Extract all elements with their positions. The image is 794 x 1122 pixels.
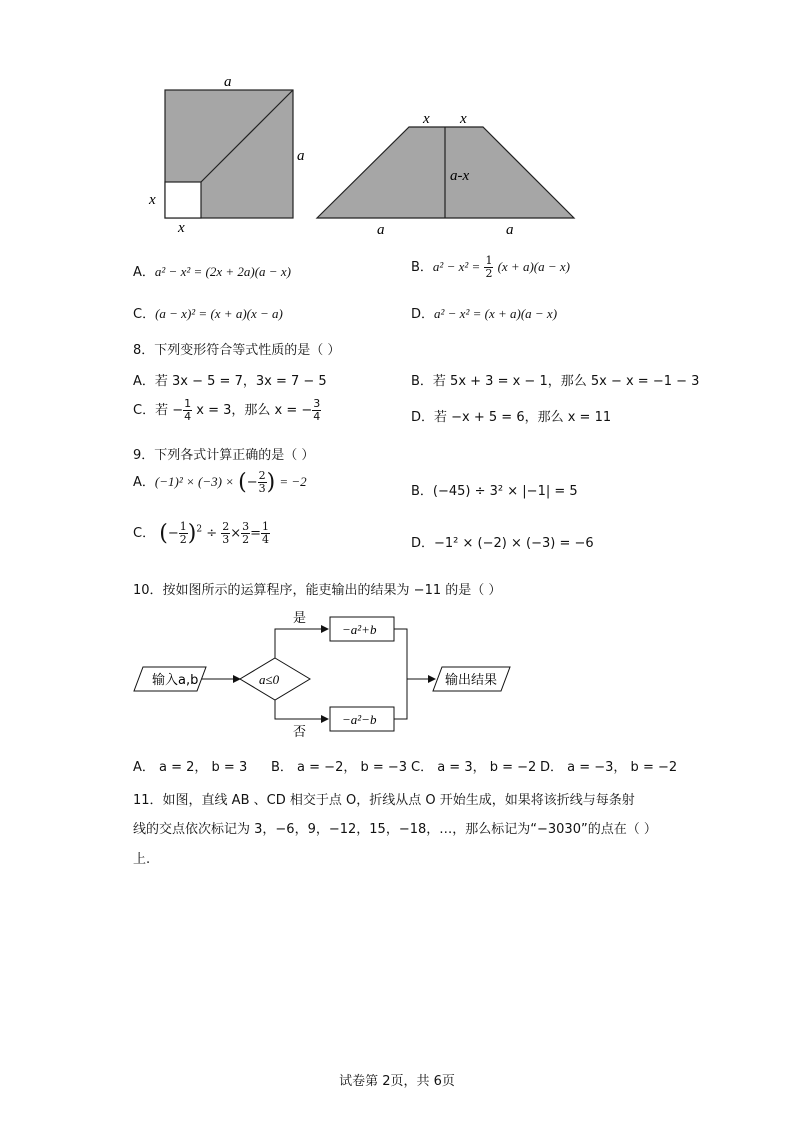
page-footer: 试卷第 2页，共 6页 bbox=[339, 1074, 455, 1089]
q10-stem: 10．按如图所示的运算程序，能吏输出的结果为 −11 的是（ ） bbox=[133, 583, 502, 598]
trap-bottom-left-label: a bbox=[377, 222, 385, 238]
q8-stem: 8．下列变形符合等式性质的是（ ） bbox=[133, 343, 341, 358]
q9-option-a: A．(−1)² × (−3) × (− $\frac{2}{3}$ ) = −2 bbox=[133, 469, 307, 495]
square-bottom-label: x bbox=[178, 220, 185, 235]
q7-option-c: C．(a − x)² = (x + a)(x − a) bbox=[133, 306, 283, 322]
q11-line3: 上. bbox=[133, 852, 151, 867]
trap-top-right-label: x bbox=[460, 111, 467, 127]
q11-line2: 线的交点依次标记为 3，−6，9，−12，15，−18，…，那么标记为“−3030”的点在（ ） bbox=[133, 822, 657, 837]
square-figure bbox=[140, 70, 320, 235]
q8-option-d: D．若 −x + 5 = 6，那么 x = 11 bbox=[411, 410, 612, 425]
q7-option-d: D．a² − x² = (x + a)(a − x) bbox=[411, 306, 558, 322]
q8-option-a: A．若 3x − 5 = 7，3x = 7 − 5 bbox=[133, 374, 327, 389]
flow-top-box-label: −a²+b bbox=[342, 622, 377, 637]
q7-option-a: A．a² − x² = (2x + 2a)(a − x) bbox=[133, 264, 291, 280]
q8-option-c: C．若 − $\frac{1}{4}$ x = 3，那么 x = − $\frac{3}{4}$ bbox=[133, 397, 321, 423]
flow-yes-label: 是 bbox=[293, 611, 307, 626]
q9-option-c: C． (− $\frac{1}{2}$ )$^2$ ÷ $\frac{2}{3}$ × $\frac{3}{2}$ = $\frac{1}{4}$ bbox=[133, 520, 270, 546]
q9-option-b: B．(−45) ÷ 3² × |−1| = 5 bbox=[411, 484, 578, 499]
trap-bottom-right-label: a bbox=[506, 222, 514, 238]
q10-option-d: D． a = −3， b = −2 bbox=[540, 760, 678, 775]
q8-option-b: B．若 5x + 3 = x − 1，那么 5x − x = −1 − 3 bbox=[411, 374, 700, 389]
q7-option-b: B．a² − x² = $\frac{1}{2}$ (x + a)(a − x) bbox=[411, 254, 570, 280]
q9-option-d: D．−1² × (−2) × (−3) = −6 bbox=[411, 536, 594, 551]
trapezoid-figure bbox=[310, 105, 585, 240]
trap-top-left-label: x bbox=[423, 111, 430, 127]
square-right-label: a bbox=[297, 148, 305, 164]
q11-line1: 11．如图，直线 AB 、CD 相交于点 O，折线从点 O 开始生成，如果将该折线与每条射 bbox=[133, 793, 635, 808]
q10-option-c: C． a = 3， b = −2 bbox=[411, 760, 537, 775]
q9-stem: 9．下列各式计算正确的是（ ） bbox=[133, 448, 315, 463]
q10-option-a: A． a = 2， b = 3 bbox=[133, 760, 248, 775]
flow-no-label: 否 bbox=[293, 725, 307, 740]
flow-input-label: 输入a,b bbox=[152, 673, 199, 688]
flow-bottom-box-label: −a²−b bbox=[342, 712, 377, 727]
q10-flowchart bbox=[130, 605, 530, 740]
flow-output-label: 输出结果 bbox=[445, 673, 498, 688]
flow-cond-label: a≤0 bbox=[259, 672, 280, 687]
trap-height-label: a-x bbox=[450, 168, 470, 184]
q10-option-b: B． a = −2， b = −3 bbox=[271, 760, 408, 775]
square-left-label: x bbox=[149, 192, 156, 208]
square-top-label: a bbox=[224, 74, 232, 90]
